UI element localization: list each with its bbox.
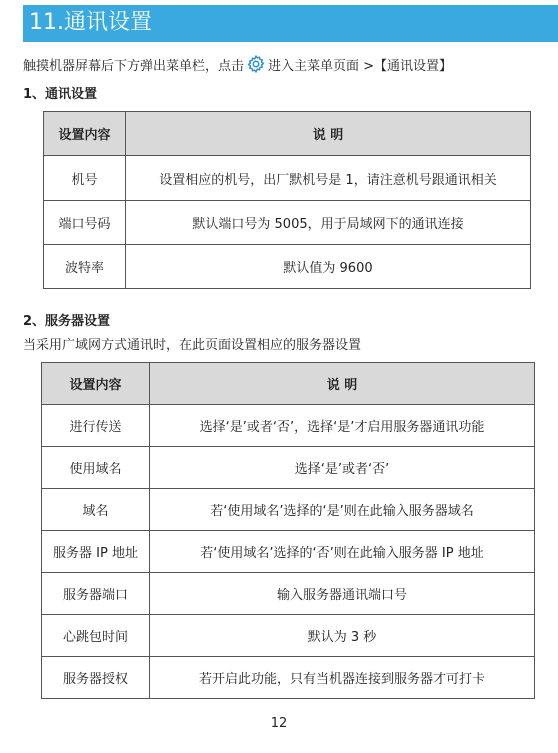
table-header-row [42, 363, 535, 405]
setting-description: 默认端口号为 5005，用于局域网下的通讯连接 [126, 201, 531, 245]
setting-description: 输入服务器通讯端口号 [150, 573, 535, 615]
title-bar [23, 5, 558, 42]
intro-text [23, 54, 452, 77]
table-row [44, 156, 531, 201]
setting-name: 服务器端口 [42, 573, 150, 615]
comm-settings-table [43, 111, 531, 289]
table-row [42, 531, 535, 573]
column-header: 设置内容 [42, 363, 150, 405]
table-row [42, 657, 535, 699]
setting-description: 默认为 3 秒 [150, 615, 535, 657]
setting-description: 选择‘是’或者‘否’，选择‘是’才启用服务器通讯功能 [150, 405, 535, 447]
table-row [42, 615, 535, 657]
page-number: 12 [270, 716, 288, 731]
page-title: 11.通讯设置 [29, 10, 152, 35]
setting-description: 若开启此功能，只有当机器连接到服务器才可打卡 [150, 657, 535, 699]
setting-name: 服务器授权 [42, 657, 150, 699]
setting-name: 使用域名 [42, 447, 150, 489]
column-header: 设置内容 [44, 112, 126, 156]
setting-name: 服务器 IP 地址 [42, 531, 150, 573]
table-row [42, 447, 535, 489]
section2-note: 当采用广域网方式通讯时，在此页面设置相应的服务器设置 [23, 338, 362, 353]
table-header-row [44, 112, 531, 156]
setting-description: 设置相应的机号，出厂默机号是 1，请注意机号跟通讯相关 [126, 156, 531, 201]
setting-description: 若‘使用域名’选择的‘否’则在此输入服务器 IP 地址 [150, 531, 535, 573]
setting-description: 默认值为 9600 [126, 245, 531, 289]
setting-name: 波特率 [44, 245, 126, 289]
column-header: 说 明 [126, 112, 531, 156]
setting-name: 进行传送 [42, 405, 150, 447]
gear-icon [246, 54, 266, 74]
table-row [42, 489, 535, 531]
server-settings-table [41, 362, 535, 699]
setting-name: 心跳包时间 [42, 615, 150, 657]
setting-description: 选择‘是’或者‘否’ [150, 447, 535, 489]
table-row [42, 573, 535, 615]
column-header: 说 明 [150, 363, 535, 405]
setting-name: 端口号码 [44, 201, 126, 245]
setting-description: 若‘使用域名’选择的‘是’则在此输入服务器域名 [150, 489, 535, 531]
section1-heading: 1、通讯设置 [23, 87, 98, 102]
section2-heading: 2、服务器设置 [23, 314, 111, 329]
intro-after: 进入主菜单页面 >【通讯设置】 [268, 59, 453, 74]
intro-before: 触摸机器屏幕后下方弹出菜单栏，点击 [23, 59, 245, 74]
table-row [44, 201, 531, 245]
setting-name: 机号 [44, 156, 126, 201]
table-row [44, 245, 531, 289]
setting-name: 域名 [42, 489, 150, 531]
table-row [42, 405, 535, 447]
